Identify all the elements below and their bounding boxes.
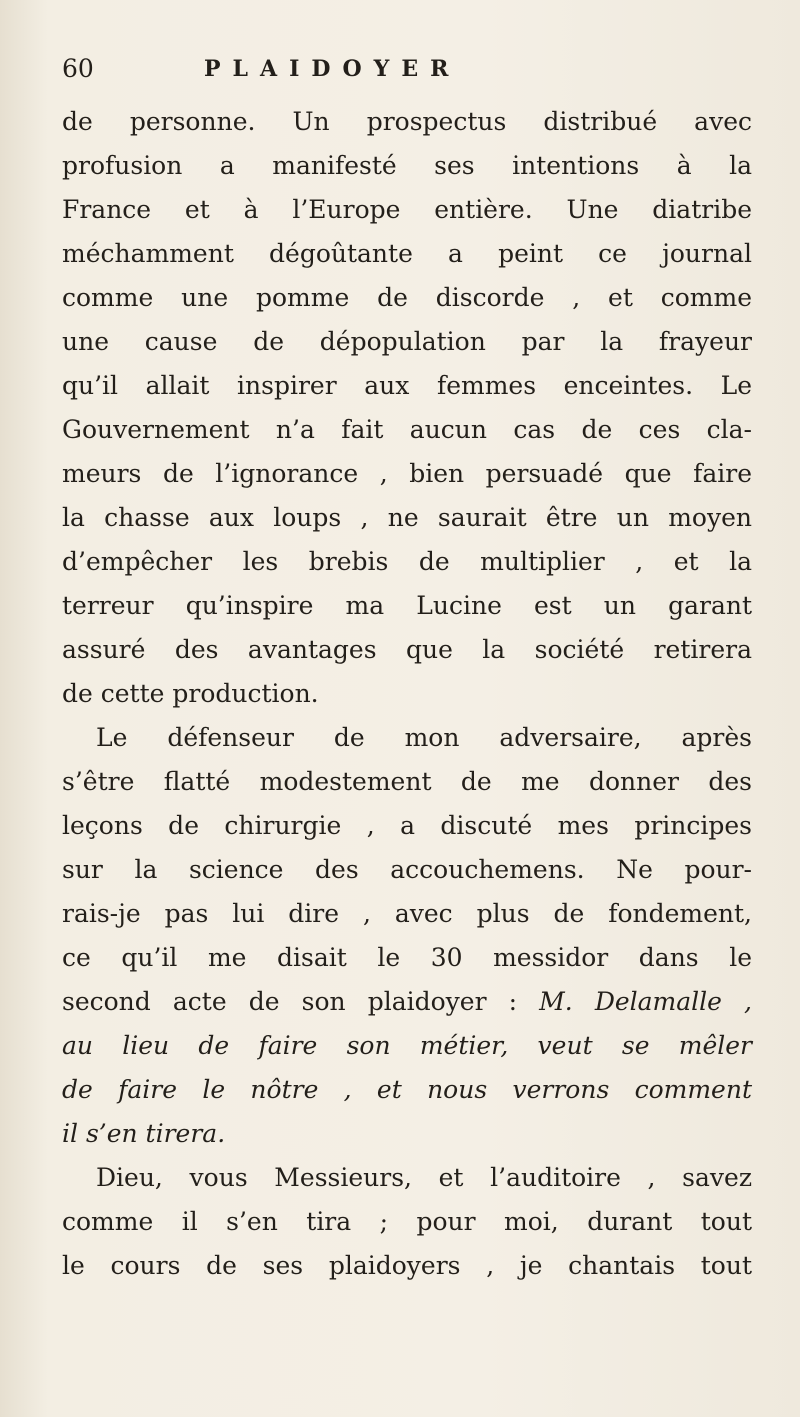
quote-line: au lieu de faire son métier, veut se mêler [62, 1031, 752, 1060]
text-line: qu’il allait inspirer aux femmes enceintes. Le [62, 371, 752, 400]
text-line: s’être flatté modestement de me donner des [62, 767, 752, 796]
text-line: Le défenseur de mon adversaire, après [96, 723, 752, 752]
text-line: Gouvernement n’a fait aucun cas de ces cla- [62, 415, 752, 444]
text-line: leçons de chirurgie , a discuté mes principes [62, 811, 752, 840]
text-line: de cette production. [62, 679, 319, 708]
quote-start: M. Delamalle , [539, 987, 752, 1016]
text-line: d’empêcher les brebis de multiplier , et la [62, 547, 752, 576]
running-head [62, 50, 750, 98]
body-text [62, 100, 752, 1288]
quote-line: il s’en tirera. [62, 1119, 226, 1148]
quote-line: de faire le nôtre , et nous verrons comment [62, 1075, 752, 1104]
text-line: rais-je pas lui dire , avec plus de fondement, [62, 899, 752, 928]
text-line: méchamment dégoûtante a peint ce journal [62, 239, 752, 268]
text-line [62, 1112, 752, 1156]
text-line: une cause de dépopulation par la frayeur [62, 327, 752, 356]
text-line: meurs de l’ignorance , bien persuadé que faire [62, 459, 752, 488]
text-line: sur la science des accouchemens. Ne pour- [62, 855, 752, 884]
text-line: terreur qu’inspire ma Lucine est un garant [62, 591, 752, 620]
text-line [62, 980, 752, 1024]
text-line: France et à l’Europe entière. Une diatribe [62, 195, 752, 224]
text-line: ce qu’il me disait le 30 messidor dans le [62, 943, 752, 972]
text-line [62, 1024, 752, 1068]
text-line: comme une pomme de discorde , et comme [62, 283, 752, 312]
text-line: profusion a manifesté ses intentions à la [62, 151, 752, 180]
page-number: 60 [62, 54, 94, 83]
text-line: Dieu, vous Messieurs, et l’auditoire , savez [96, 1163, 752, 1192]
text-line: de personne. Un prospectus distribué avec [62, 107, 752, 136]
text-line: assuré des avantages que la société retirera [62, 635, 752, 664]
text-segment: second acte de son plaidoyer : [62, 987, 518, 1016]
text-line: le cours de ses plaidoyers , je chantais tout [62, 1251, 752, 1280]
text-line: la chasse aux loups , ne saurait être un moyen [62, 503, 752, 532]
text-line: comme il s’en tira ; pour moi, durant tout [62, 1207, 752, 1236]
text-line [62, 1068, 752, 1112]
running-title: PLAIDOYER [204, 56, 461, 82]
